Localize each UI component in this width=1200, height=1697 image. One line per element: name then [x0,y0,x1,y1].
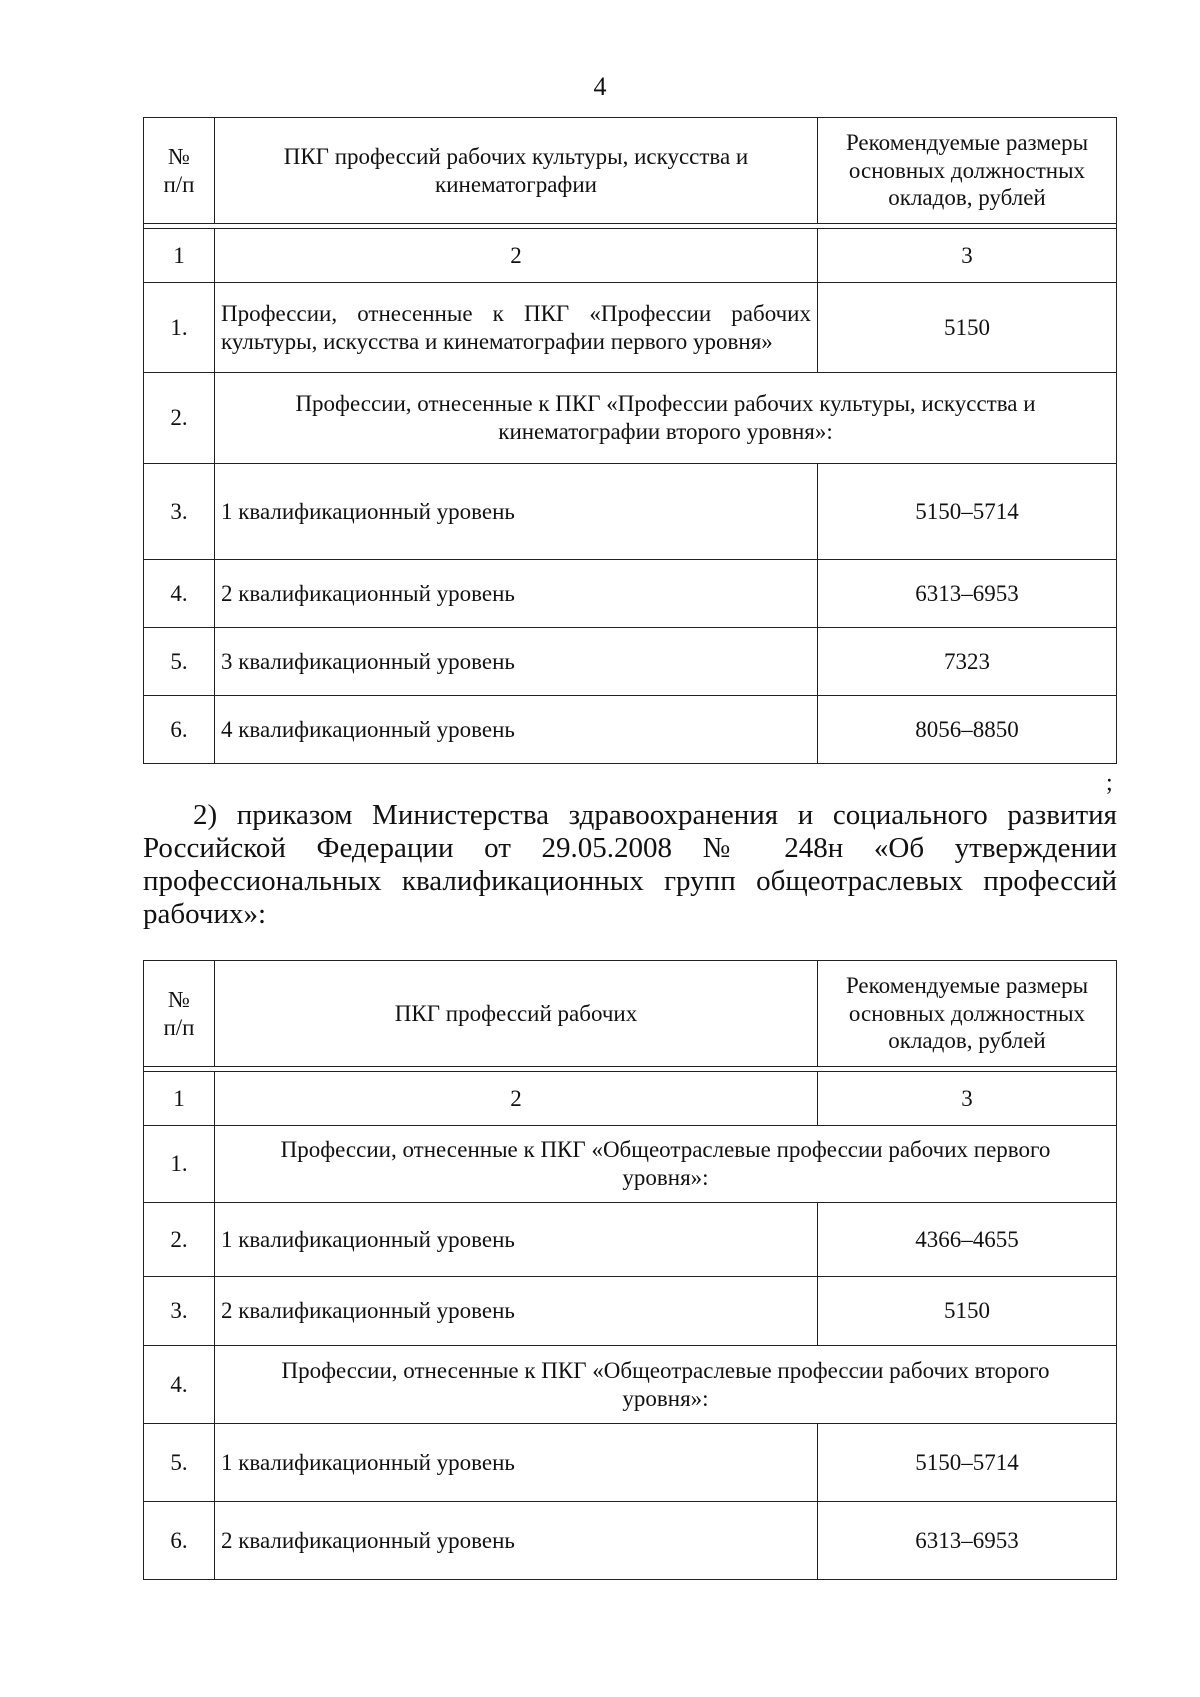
table-group-row [144,373,1117,464]
header-name-line: кинематографии [435,171,597,197]
row-number: 2. [144,1203,215,1277]
column-number: 2 [215,229,818,283]
header-value-line: окладов, рублей [888,185,1046,211]
row-value: 5150 [818,1277,1117,1346]
table-row [144,1203,1117,1277]
row-value: 8056–8850 [818,696,1117,764]
header-num-line: № [168,143,190,169]
row-value: 5150–5714 [818,1424,1117,1502]
row-name: 4 квалификационный уровень [215,696,818,764]
row-name: 2 квалификационный уровень [215,560,818,628]
table-header-row [144,961,1117,1067]
row-number: 6. [144,696,215,764]
table-row [144,1277,1117,1346]
column-number-row [144,1072,1117,1126]
header-value-line: Рекомендуемые размеры [845,130,1089,156]
table-group-row [144,1346,1117,1424]
paragraph-text: 2) приказом Министерства здравоохранения и социального развития Российской Федерации от 29.05.2008 № 248н «Об утверждении профессиональных квалификационных групп общеотраслевых профессий рабочих»: [143,799,1117,930]
row-name: 2 квалификационный уровень [215,1277,818,1346]
body-paragraph [143,799,1117,931]
table-general-workers [143,960,1117,1580]
column-number-row [144,229,1117,283]
row-number: 6. [144,1502,215,1580]
row-value: 6313–6953 [818,1502,1117,1580]
header-value-line: Рекомендуемые размеры [845,973,1089,999]
row-number: 4. [144,1346,215,1424]
row-name: 3 квалификационный уровень [215,628,818,696]
row-name: 1 квалификационный уровень [215,1203,818,1277]
row-number: 4. [144,560,215,628]
row-name-line: культуры, искусства и кинематографии первого уровня» [221,328,773,354]
semicolon: ; [1106,770,1113,796]
row-value: 5150 [818,283,1117,373]
table-row [144,1424,1117,1502]
row-number: 1. [144,283,215,373]
header-num-line: п/п [163,1014,195,1040]
row-name: 1 квалификационный уровень [215,464,818,560]
row-number: 5. [144,628,215,696]
group-title [215,1346,1117,1424]
table-group-row [144,1126,1117,1203]
row-name: 1 квалификационный уровень [215,1424,818,1502]
column-number: 1 [144,1072,215,1126]
group-title [215,1126,1117,1203]
header-value-line: окладов, рублей [888,1028,1046,1054]
row-value: 7323 [818,628,1117,696]
column-number: 1 [144,229,215,283]
row-name [215,283,818,373]
table-row [144,283,1117,373]
row-number: 3. [144,464,215,560]
group-title-line: Профессии, отнесенные к ПКГ «Общеотраслевые профессии рабочих первого [280,1137,1051,1163]
group-title-line: Профессии, отнесенные к ПКГ «Профессии рабочих культуры, искусства и [295,391,1036,417]
header-name [215,118,818,224]
header-value [818,118,1117,224]
header-value [818,961,1117,1067]
table-row [144,464,1117,560]
table-culture-workers [143,117,1117,764]
group-title-line: Профессии, отнесенные к ПКГ «Общеотраслевые профессии рабочих второго [281,1357,1050,1383]
row-value: 4366–4655 [818,1203,1117,1277]
group-title-line: кинематографии второго уровня»: [498,419,833,444]
column-number: 3 [818,229,1117,283]
header-value-line: основных должностных [848,157,1086,183]
row-number: 2. [144,373,215,464]
row-number: 1. [144,1126,215,1203]
header-num-line: № [168,986,190,1012]
row-value: 6313–6953 [818,560,1117,628]
header-num [144,961,215,1067]
row-name: 2 квалификационный уровень [215,1502,818,1580]
column-number: 2 [215,1072,818,1126]
row-value: 5150–5714 [818,464,1117,560]
page-number: 4 [593,72,607,101]
table-row [144,1502,1117,1580]
row-number: 3. [144,1277,215,1346]
header-value-line: основных должностных [848,1000,1086,1026]
table-row [144,560,1117,628]
header-num [144,118,215,224]
group-title [215,373,1117,464]
table-row [144,696,1117,764]
group-title-line: уровня»: [622,1385,709,1411]
column-number: 3 [818,1072,1117,1126]
row-number: 5. [144,1424,215,1502]
header-name-line: ПКГ профессий рабочих культуры, искусства и [283,143,749,169]
table-row [144,628,1117,696]
table-header-row [144,118,1117,224]
row-name-line: Профессии, отнесенные к ПКГ «Профессии рабочих [221,300,811,326]
header-num-line: п/п [163,171,195,197]
header-name: ПКГ профессий рабочих [215,961,818,1067]
group-title-line: уровня»: [622,1165,709,1190]
